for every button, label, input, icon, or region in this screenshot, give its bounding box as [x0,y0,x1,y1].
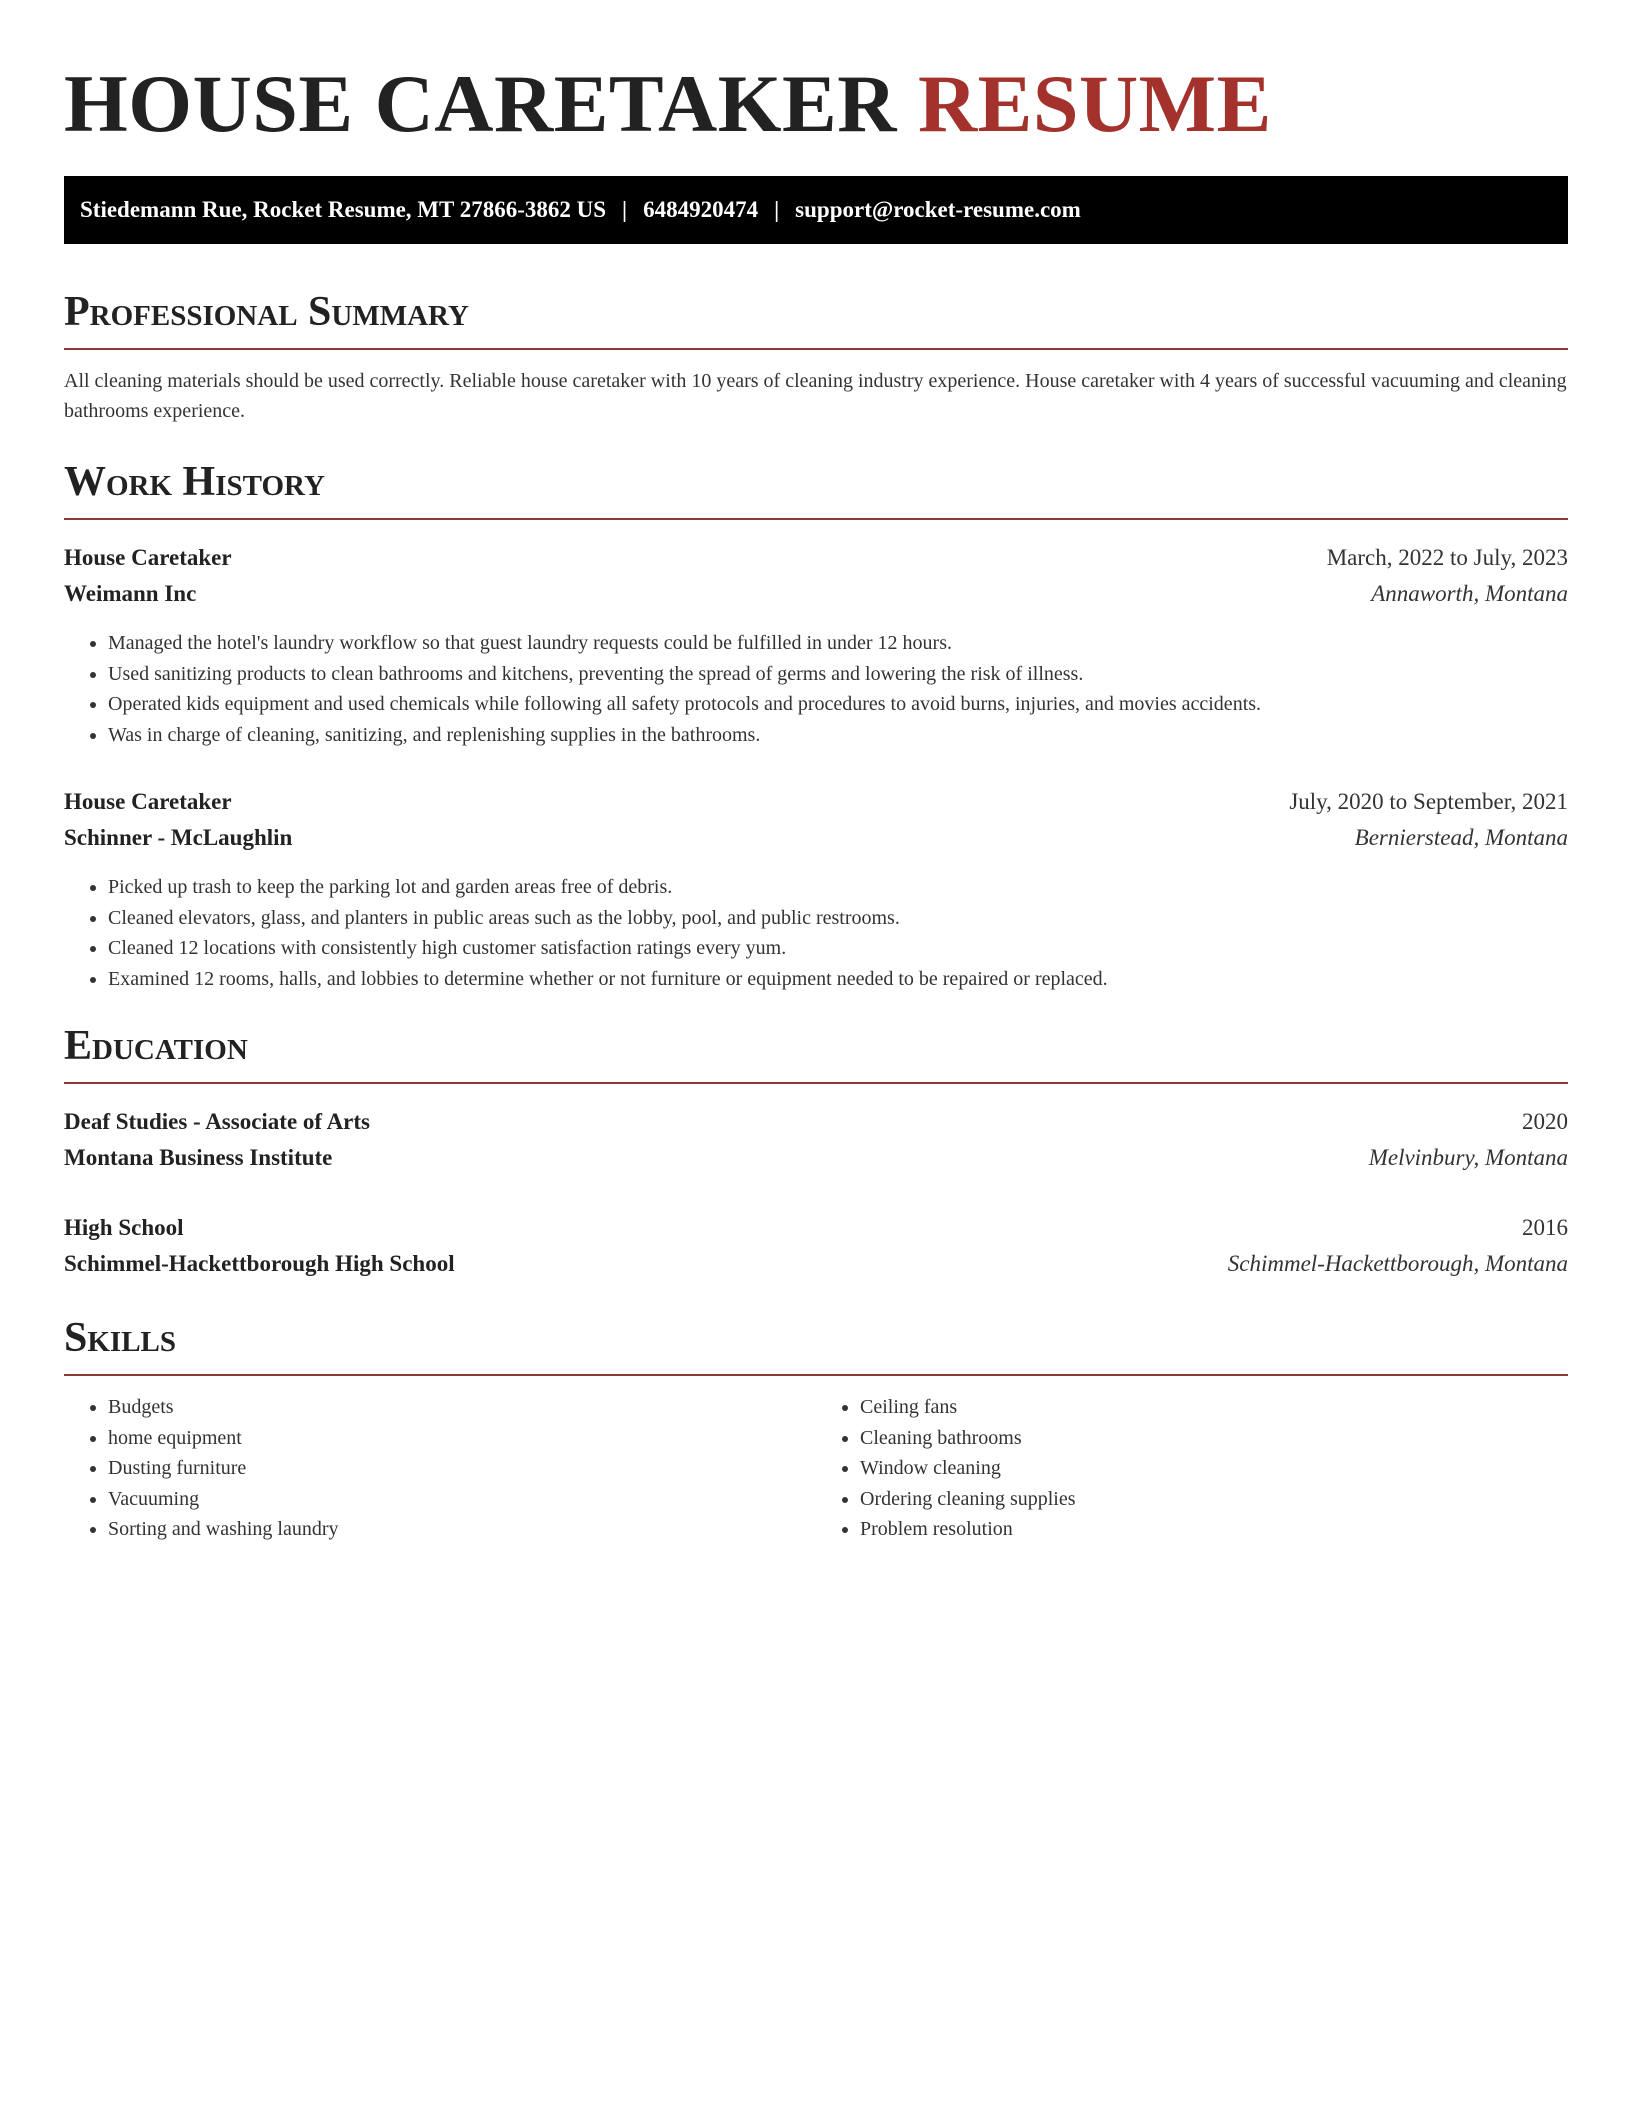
work-entry [64,784,1568,994]
job-bullet: • Was in charge of cleaning, sanitizing, and replenishing supplies in the bathrooms. [108,720,1568,751]
education-entry [64,1104,1568,1176]
work-entry-title-row [64,784,1568,820]
job-dates: March, 2022 to July, 2023 [1326,545,1568,570]
skill-item: • Ceiling fans [860,1392,1568,1423]
education-degree: High School [64,1215,184,1240]
skills-list-left [64,1392,816,1545]
work-entry-company-row [64,820,1568,856]
skill-item: • Sorting and washing laundry [108,1514,816,1545]
contact-phone: 6484920474 [643,197,759,222]
professional-summary-section [64,286,1568,426]
contact-email: support@rocket-resume.com [795,197,1081,222]
skill-item: • Dusting furniture [108,1453,816,1484]
job-bullets [64,872,1568,994]
education-year: 2020 [1522,1109,1568,1134]
education-school-row [64,1140,1568,1176]
skill-item: • Budgets [108,1392,816,1423]
skill-item: • Window cleaning [860,1453,1568,1484]
education-year: 2016 [1522,1215,1568,1240]
skills-columns [64,1392,1568,1545]
job-bullet: • Picked up trash to keep the parking lot and garden areas free of debris. [108,872,1568,903]
job-bullet: • Operated kids equipment and used chemicals while following all safety protocols and procedures to avoid burns, injuries, and movies accidents. [108,689,1568,720]
education-location: Schimmel-Hackettborough, Montana [1227,1251,1568,1276]
job-bullet: • Cleaned elevators, glass, and planters in public areas such as the lobby, pool, and public restrooms. [108,903,1568,934]
work-history-section [64,456,1568,994]
job-bullets [64,628,1568,750]
job-dates: July, 2020 to September, 2021 [1289,789,1568,814]
education-entry [64,1210,1568,1282]
job-location: Annaworth, Montana [1371,581,1568,606]
summary-text: All cleaning materials should be used correctly. Reliable house caretaker with 10 years of cleaning industry experience. House caretaker with 4 years of successful vacuuming and cleaning bathrooms experience. [64,370,1567,422]
education-degree: Deaf Studies - Associate of Arts [64,1109,370,1134]
contact-separator: | [774,197,780,222]
education-school: Montana Business Institute [64,1145,333,1170]
education-degree-row [64,1210,1568,1246]
work-entry-title-row [64,540,1568,576]
job-location: Bernierstead, Montana [1354,825,1568,850]
skill-item: • Vacuuming [108,1484,816,1515]
job-company: Weimann Inc [64,581,197,606]
job-bullet: • Used sanitizing products to clean bathrooms and kitchens, preventing the spread of germs and lowering the risk of illness. [108,659,1568,690]
education-degree-row [64,1104,1568,1140]
section-heading-education: Education [64,1020,1568,1084]
skill-item: • Cleaning bathrooms [860,1423,1568,1454]
education-school-row [64,1246,1568,1282]
education-location: Melvinbury, Montana [1368,1145,1568,1170]
skills-section [64,1312,1568,1545]
work-entry [64,540,1568,750]
contact-separator: | [622,197,628,222]
job-bullet: • Managed the hotel's laundry workflow so that guest laundry requests could be fulfilled in under 12 hours. [108,628,1568,659]
job-bullet: • Examined 12 rooms, halls, and lobbies to determine whether or not furniture or equipment needed to be repaired or replaced. [108,964,1568,995]
job-company: Schinner - McLaughlin [64,825,293,850]
work-entry-company-row [64,576,1568,612]
contact-bar [64,176,1568,244]
skill-item: • Ordering cleaning supplies [860,1484,1568,1515]
contact-address: Stiedemann Rue, Rocket Resume, MT 27866-3862 US [80,197,607,222]
job-bullet: • Cleaned 12 locations with consistently high customer satisfaction ratings every yum. [108,933,1568,964]
section-heading-work: Work History [64,456,1568,520]
job-title: House Caretaker [64,545,232,570]
education-section [64,1020,1568,1282]
job-title: House Caretaker [64,789,232,814]
skills-list-right [816,1392,1568,1545]
skill-item: • Problem resolution [860,1514,1568,1545]
resume-title [64,56,1568,152]
section-heading-skills: Skills [64,1312,1568,1376]
title-accent: RESUME [917,58,1272,149]
education-school: Schimmel-Hackettborough High School [64,1251,455,1276]
skill-item: • home equipment [108,1423,816,1454]
title-main: HOUSE CARETAKER [64,58,897,149]
section-heading-summary: Professional Summary [64,286,1568,350]
